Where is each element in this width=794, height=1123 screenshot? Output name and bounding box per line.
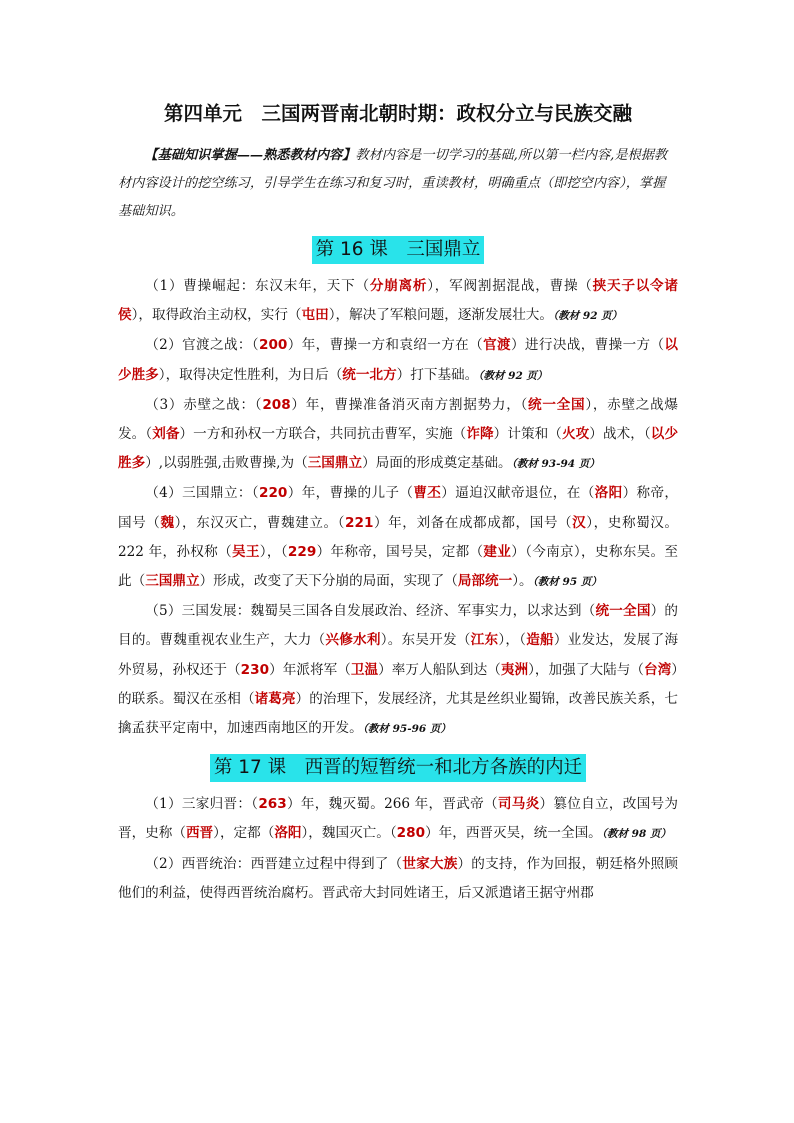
unit-title: 第四单元 三国两晋南北朝时期：政权分立与民族交融 [163,102,632,125]
answer-blank: 兴修水利 [325,632,381,649]
answer-blank: 魏 [160,514,175,531]
item-text: ）年称帝，国号吴，定都（ [316,543,484,560]
textbook-page-ref: （教材 92 页） [478,369,548,382]
lesson-16-items [118,272,678,744]
item-text: （1）三家归晋：（ [145,796,259,813]
textbook-page-ref: （教材 92 页） [553,310,623,323]
item-text: ）年，刘备在成都成都，国号（ [373,514,573,531]
textbook-page-ref: （教材 98 页） [601,828,671,841]
answer-blank: 统一全国 [595,603,651,620]
answer-blank: 造船 [526,632,554,649]
answer-blank: 挟天子以令诸侯 [118,278,679,324]
answer-blank: 诸葛亮 [254,690,296,707]
knowledge-item [118,331,678,390]
item-text: ）。东吴开发（ [380,632,471,649]
item-text: ）,以弱胜强,击败曹操,为（ [145,455,308,472]
answer-blank: 分崩离析 [369,278,428,294]
answer-blank: 280 [396,825,426,842]
item-text: （4）三国鼎立：（ [145,485,259,502]
item-text: ），赤壁之战爆发。（ [118,396,679,443]
document-page [118,100,678,908]
knowledge-item [118,850,678,908]
lesson-17-items [118,790,678,908]
item-text: ）（今南京），史称东吴。至此（ [118,543,679,590]
item-text: ）的治理下，发展经济，尤其是丝织业蜀锦，改善民族关系，七擒孟获平定南中，加速西南地区的开发。 [118,690,679,737]
answer-blank: 西晋 [185,825,214,842]
item-text: ），加强了大陆与（ [528,661,644,678]
answer-blank: 吴王 [231,543,260,560]
answer-blank: 统一全国 [528,396,586,413]
item-text: ）年派将军（ [269,661,351,678]
item-text: ）。 [512,573,533,590]
item-text: ），（ [498,632,527,649]
answer-blank: 司马炎 [497,796,540,813]
lesson-17-heading [118,754,678,782]
answer-blank: 三国鼎立 [307,455,363,472]
answer-blank: 世家大族 [402,855,458,872]
knowledge-item [118,272,678,331]
answer-blank: 局部统一 [457,573,513,590]
item-text: （5）三国发展：魏蜀吴三国各自发展政治、经济、军事实力，以求达到（ [145,603,596,620]
answer-blank: 屯田 [301,307,329,324]
item-text: ）打下基础。 [396,366,479,383]
textbook-page-ref: （教材 95 页） [532,576,602,589]
answer-blank: 洛阳 [594,485,623,502]
answer-blank: 230 [240,661,270,678]
answer-blank: 汉 [572,514,587,531]
item-text: （1）曹操崛起：东汉末年，天下（ [145,278,370,294]
intro-text: 教材内容是一切学习的基础,所以第一栏内容,是根据教材内容设计的挖空练习，引导学生在练习和复习时，重读教材，明确重点（即挖空内容），掌握基础知识。 [118,148,668,219]
knowledge-item [118,790,678,849]
item-text: ）的目的。曹魏重视农业生产，大力（ [118,603,679,649]
answer-blank: 229 [287,543,317,560]
item-text: ）年，曹操一方和袁绍一方在（ [287,337,484,354]
item-text: ），东汉灭亡，曹魏建立。（ [174,514,346,531]
item-text: ）形成，改变了天下分崩的局面，实现了（ [199,573,458,590]
item-text: ）战术，（ [589,426,651,443]
answer-blank: 220 [259,485,288,502]
item-text: ）率万人船队到达（ [378,661,501,678]
textbook-page-ref: （教材 95-96 页） [362,723,451,736]
item-text: （2）西晋统治：西晋建立过程中得到了（ [145,855,403,872]
item-text: ）局面的形成奠定基础。 [362,455,512,472]
answer-blank: 200 [259,337,288,354]
answer-blank: 夷洲 [500,661,529,678]
item-text: ）年，魏灭蜀。266 年，晋武帝（ [286,796,498,813]
lesson-16-heading [118,236,678,264]
item-text: ），（ [259,543,288,560]
item-text: ）业发达，发展了海外贸易，孙权还于（ [118,632,679,678]
item-text: ）一方和孙权一方联合，共同抗击曹军，实施（ [179,426,467,443]
knowledge-item [118,597,678,744]
lesson-17-title: 第 17 课 西晋的短暂统一和北方各族的内迁 [210,754,586,782]
answer-blank: 曹丕 [413,485,442,502]
item-text: （3）赤壁之战：（ [145,396,263,413]
answer-blank: 火攻 [561,426,590,443]
answer-blank: 官渡 [483,337,511,354]
textbook-page-ref: （教材 93-94 页） [511,458,600,471]
item-text: ），取得决定性胜利，为日后（ [158,366,343,383]
answer-blank: 以少胜多 [118,426,679,472]
answer-blank: 221 [345,514,374,531]
answer-blank: 三国鼎立 [145,573,200,590]
item-text: ），魏国灭亡。（ [301,825,397,842]
item-text: ），军阀割据混战，曹操（ [427,278,593,294]
lesson-16-title: 第 16 课 三国鼎立 [312,236,485,264]
item-text: ），解决了军粮问题，逐渐发展壮大。 [328,307,553,324]
item-text: ）计策和（ [493,426,562,443]
item-text: ）年，西晋灭吴，统一全国。 [425,825,602,842]
intro-label: 【基础知识掌握——熟悉教材内容】 [144,148,356,163]
answer-blank: 建业 [483,543,512,560]
answer-blank: 刘备 [152,426,180,443]
answer-blank: 263 [258,796,287,813]
answer-blank: 208 [262,396,291,413]
answer-blank: 以少胜多 [118,337,679,383]
item-text: （2）官渡之战：（ [145,337,259,354]
answer-blank: 台湾 [643,661,672,678]
knowledge-item [118,479,678,597]
answer-blank: 卫温 [350,661,379,678]
item-text: ）篡位自立，改国号为晋，史称（ [118,796,678,842]
answer-blank: 诈降 [466,426,494,443]
item-text: ）的支持，作为回报，朝廷格外照顾他们的利益，使得西晋统治腐朽。晋武帝大封同姓诸王，后又派遣诸王据守州郡 [118,855,679,901]
item-text: ）年，曹操准备消灭南方割据势力，（ [290,396,529,413]
answer-blank: 洛阳 [274,825,302,842]
intro-paragraph [118,142,678,226]
item-text: ）进行决战，曹操一方（ [510,337,665,354]
item-text: ）的联系。蜀汉在丞相（ [118,661,679,707]
item-text: ），取得政治主动权，实行（ [131,307,302,324]
item-text: ）逼迫汉献帝退位，在（ [441,485,595,502]
knowledge-item [118,391,678,480]
item-text: ）年，曹操的儿子（ [287,485,414,502]
answer-blank: 统一北方 [342,366,397,383]
item-text: ），史称蜀汉。222 年，孙权称（ [118,514,679,560]
item-text: ），定都（ [213,825,275,842]
answer-blank: 江东 [470,632,499,649]
item-text: ）称帝，国号（ [118,485,679,531]
